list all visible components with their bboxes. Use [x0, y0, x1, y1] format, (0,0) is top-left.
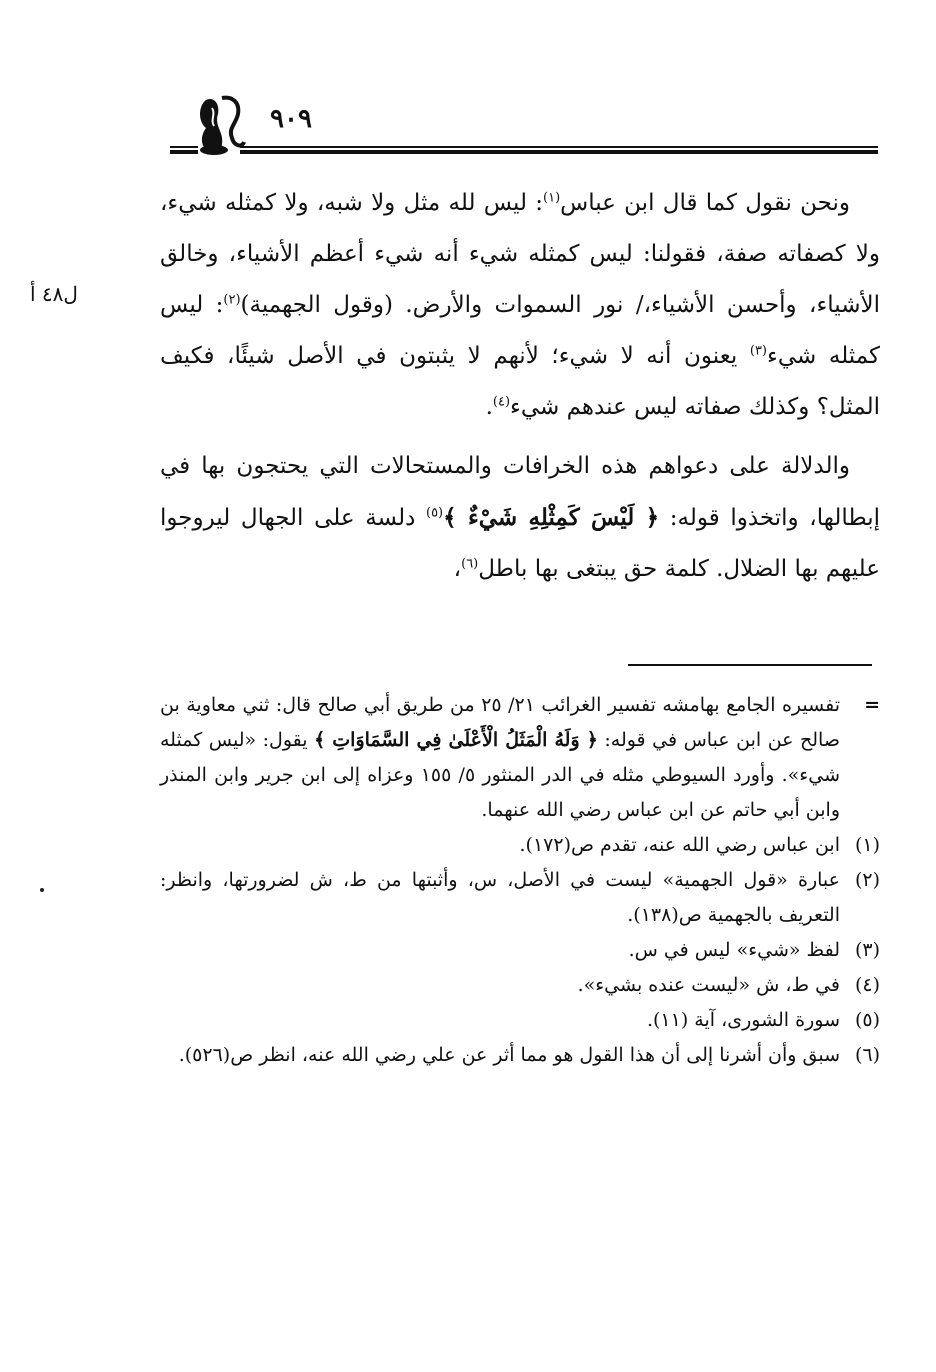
footnote-ref-4: (٤): [492, 394, 511, 410]
p2-text-c: ،: [453, 556, 462, 582]
footnote-3: [160, 933, 880, 968]
p1-text-d: يعنون أنه لا شيء؛ لأنهم لا يثبتون في الأصل شيئًا، فكيف المثل؟ وكذلك صفاته ليس عندهم شيء: [160, 343, 880, 420]
margin-manuscript-folio: ل٤٨ أ: [30, 282, 78, 306]
footnote-ref-3: (٣): [749, 343, 767, 359]
continuation-text-a: تفسيره الجامع بهامشه تفسير الغرائب ٢١/ ٢٥ من طريق أبي صالح قال: ثني معاوية بن صالح عن ابن عباس في قوله:: [160, 694, 840, 751]
continuation-quran-verse: ﴿ وَلَهُ الْمَثَلُ الْأَعْلَىٰ فِي السَّمَاوَاتِ ﴾: [314, 729, 598, 751]
paragraph-2: [160, 441, 880, 595]
footnote-5: [160, 1003, 880, 1038]
continuation-marker: =: [864, 694, 880, 716]
footnote-separator: [628, 664, 872, 666]
footnote-text: سورة الشورى، آية (١١).: [646, 1009, 840, 1031]
footnote-number: (٣): [854, 939, 880, 961]
paragraph-1: [160, 178, 880, 433]
footnote-ref-2: (٢): [223, 292, 241, 308]
header-rule: [240, 146, 878, 154]
scroll-ornament-icon: [192, 92, 248, 158]
footnote-number: (٥): [854, 1009, 880, 1031]
footnote-4: [160, 968, 880, 1003]
main-text: [160, 178, 880, 595]
p1-text-a: ونحن نقول كما قال ابن عباس: [560, 190, 850, 216]
page-number: ٩٠٩: [270, 104, 312, 134]
footnote-2: [160, 863, 880, 933]
footnotes: [160, 688, 880, 1073]
footnote-number: (٤): [854, 974, 880, 996]
footnote-text: في ط، ش «ليست عنده بشيء».: [577, 974, 840, 996]
scan-speck: [40, 888, 44, 892]
footnote-text: لفظ «شيء» ليس في س.: [628, 939, 840, 961]
footnote-number: (١): [854, 834, 880, 856]
footnote-number: (٢): [854, 869, 880, 891]
p2-text-a: والدلالة على دعواهم هذه الخرافات والمستحالات التي يحتجون بها في إبطالها، واتخذوا قوله:: [160, 453, 881, 531]
p1-text-c: : ليس كمثله شيء: [160, 292, 880, 369]
footnote-ref-5: (٥): [425, 505, 444, 521]
footnote-ref-6: (٦): [461, 556, 479, 572]
footnote-text: عبارة «قول الجهمية» ليست في الأصل، س، وأثبتها من ط، ش لضرورتها، وانظر: التعريف بالجهمية ص(١٣٨).: [160, 869, 840, 926]
p1-text-e: .: [485, 394, 493, 420]
continuation-text-b: يقول: «ليس كمثله شيء». وأورد السيوطي مثله في الدر المنثور ٥/ ١٥٥ وعزاه إلى ابن جرير وابن المنذر وابن أبي حاتم عن ابن عباس رضي الله عنهما.: [160, 729, 840, 821]
footnote-number: (٦): [854, 1044, 880, 1066]
quran-verse: ﴿ لَيْسَ كَمِثْلِهِ شَيْءٌ ﴾: [443, 504, 660, 531]
footnote-continuation: [160, 688, 880, 828]
footnote-list: [160, 828, 880, 1073]
footnote-6: [160, 1038, 880, 1073]
p1-text-b: : ليس لله مثل ولا شبه، ولا كمثله شيء، ولا كصفاته صفة، فقولنا: ليس كمثله شيء أنه شيء أعظم الأشياء، وخالق الأشياء، وأحسن الأشياء،/ نور السموات والأرض. (وقول الجهمية): [160, 190, 880, 318]
p2-text-b: دلسة على الجهال ليروجوا عليهم بها الضلال. كلمة حق يبتغى بها باطل: [160, 505, 880, 582]
footnote-ref-1: (١): [543, 190, 561, 206]
footnote-1: [160, 828, 880, 863]
footnote-text: ابن عباس رضي الله عنه، تقدم ص(١٧٢).: [519, 834, 840, 856]
footnote-text: سبق وأن أشرنا إلى أن هذا القول هو مما أثر عن علي رضي الله عنه، انظر ص(٥٢٦).: [178, 1044, 840, 1066]
